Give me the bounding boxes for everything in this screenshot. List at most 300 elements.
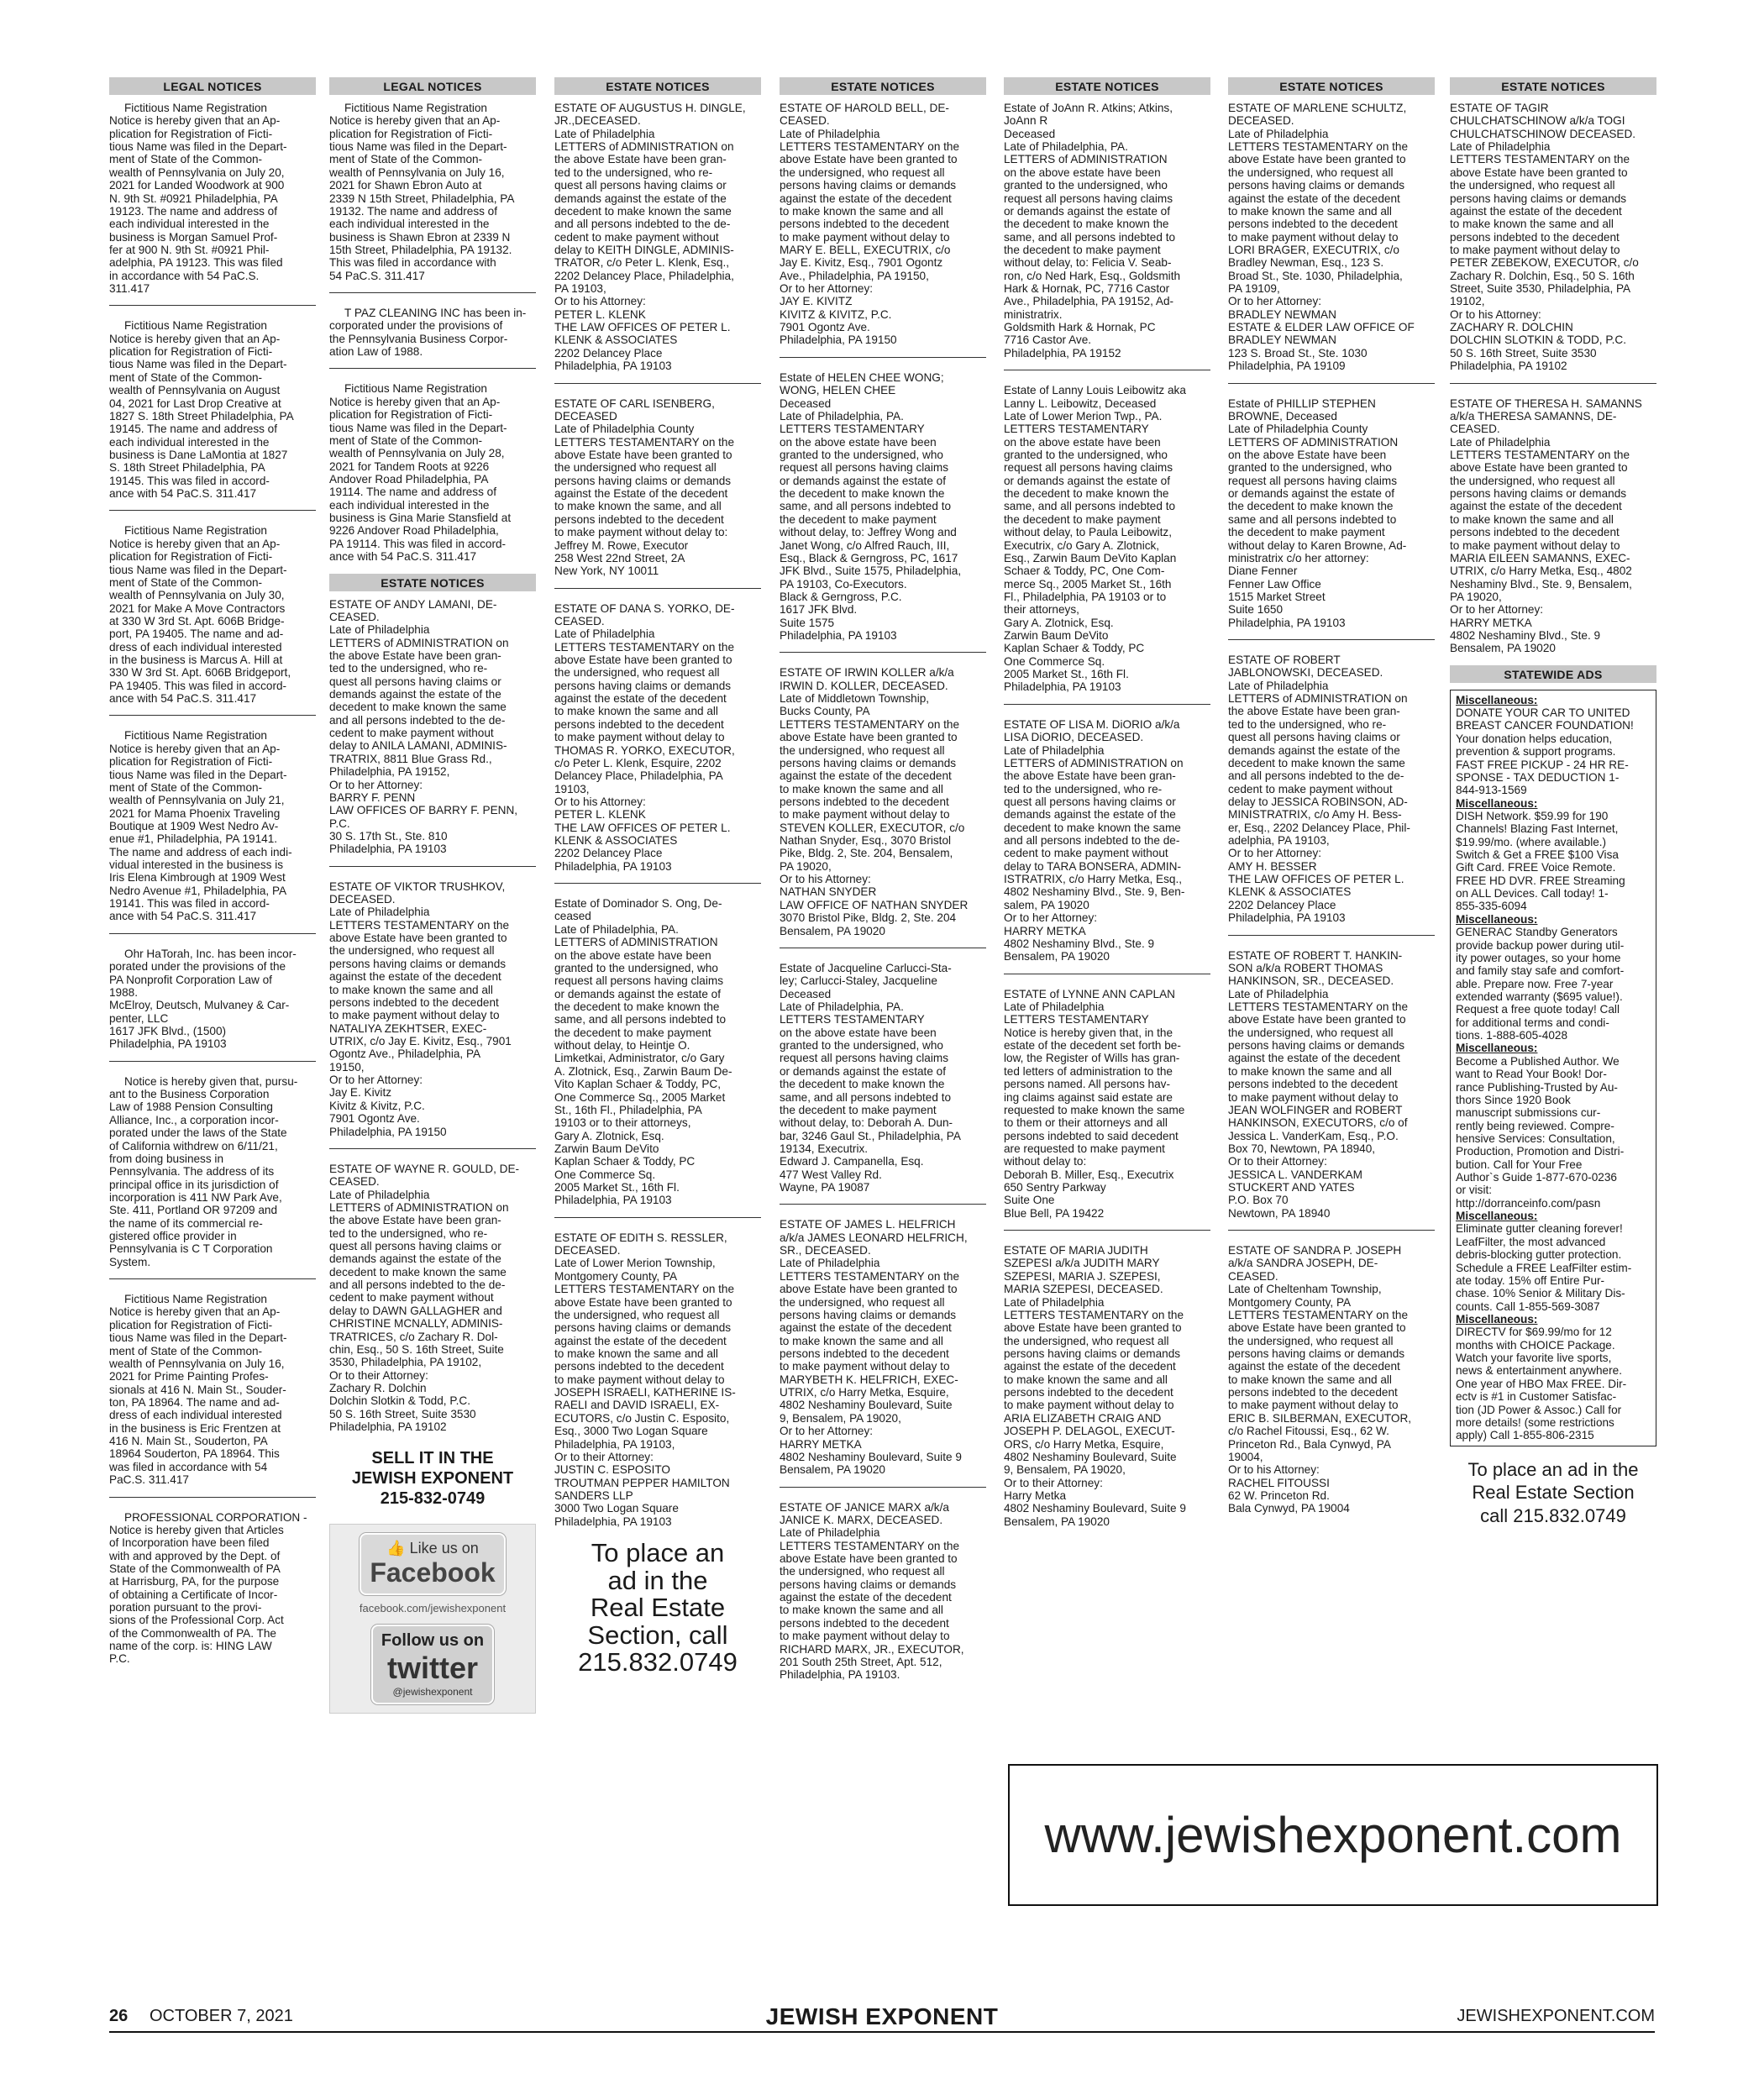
notice-line: Esq., Black & Gerngross, PC, 1617	[780, 551, 958, 564]
sell-line: 215-832-0749	[380, 1489, 486, 1509]
notice-line: Philadelphia, PA 19150	[329, 1125, 447, 1138]
notice-list	[329, 598, 536, 1434]
notice-line: enue #1, Philadelphia, PA 19141.	[109, 832, 278, 846]
notice-divider	[1450, 383, 1656, 384]
notice-line: of obtaining a Certificate of Incor-	[109, 1588, 278, 1601]
ad-title: Miscellaneous:	[1456, 912, 1538, 926]
notice-line: Deceased	[780, 396, 832, 410]
notice-line: above Estate have been granted to	[1450, 165, 1628, 179]
notice-line: LETTERS TESTAMENTARY on the	[1228, 1308, 1409, 1321]
notice-line: Late of Middletown Township,	[780, 692, 930, 706]
notice-line: 4802 Neshaminy Blvd., Ste. 9, Ben-	[1004, 885, 1185, 899]
notice-line: Or to her Attorney:	[1228, 295, 1322, 308]
notice-line: Limketkai, Administrator, c/o Gary	[554, 1052, 725, 1065]
notice-line: JUSTIN C. ESPOSITO	[554, 1463, 670, 1477]
notice-line: dress of each individual interested	[109, 640, 282, 654]
notice-line: Fictitious Name Registration	[124, 319, 267, 333]
real-estate-promo-2	[1450, 1458, 1656, 1528]
notice-line: LETTERS of ADMINISTRATION on	[1228, 692, 1408, 706]
notice-line: 330 W 3rd St. Apt. 606B Bridgeport,	[109, 666, 291, 680]
notice-line: 7901 Ogontz Ave.	[780, 321, 870, 334]
notice-line: Late of Philadelphia County	[554, 423, 695, 436]
notice-line: delay to DAWN GALLAGHER and	[329, 1304, 502, 1317]
ad-line: 844-913-1569	[1456, 784, 1527, 797]
column-estate-7	[1450, 77, 1656, 1527]
notice-line: Notice is hereby given that, pursu-	[124, 1074, 298, 1088]
notice-line: JABLONOWSKI, DECEASED.	[1228, 666, 1383, 680]
ad-title: Miscellaneous:	[1456, 1210, 1538, 1223]
notice-line: 19141. This was filed in accord-	[109, 897, 270, 911]
notice-line: Montgomery County, PA	[1228, 1295, 1352, 1309]
sell-line: JEWISH EXPONENT	[351, 1469, 514, 1488]
notice-line: 19150,	[329, 1060, 365, 1074]
notice-line: persons indebted to the decedent	[1228, 218, 1398, 231]
notice-line: tious Name was filed in the Depart-	[329, 421, 507, 434]
notice-line: Jay E. Kivitz	[329, 1086, 392, 1100]
section-header-estate: ESTATE NOTICES	[329, 574, 536, 591]
notice-line: to make payment without delay to:	[554, 526, 728, 539]
notice-line: demands against the estate of the	[329, 688, 501, 701]
notice-line: ted to the undersigned, who re-	[329, 1226, 488, 1240]
notice-line: persons having claims or demands	[1004, 1347, 1181, 1360]
ad-line: or visit:	[1456, 1184, 1493, 1197]
notice-line: the undersigned, who request all	[780, 743, 945, 757]
notice-line: LETTERS TESTAMENTARY on the	[554, 640, 735, 654]
notice-line: 201 South 25th Street, Apt. 512,	[780, 1655, 942, 1668]
sell-it-promo	[329, 1448, 536, 1509]
notice-line: Blue Bell, PA 19422	[1004, 1206, 1105, 1220]
promo-line: Real Estate Section	[1472, 1482, 1635, 1504]
notice-line: Or to their Attorney:	[1004, 1476, 1103, 1489]
notice-line: Late of Philadelphia, PA.	[554, 922, 679, 936]
notice-line: wealth of Pennsylvania on July 16,	[329, 165, 505, 179]
notice-line: to make known the same and all	[780, 1334, 943, 1347]
notice-line: ESTATE OF TAGIR	[1450, 102, 1549, 114]
ad-line: rance Publishing-Trusted by Au-	[1456, 1080, 1618, 1094]
notice-line: delay to KEITH DINGLE, ADMINIS-	[554, 243, 734, 256]
notice-line: KIVITZ & KIVITZ, P.C.	[780, 307, 892, 321]
notice-line: STEVEN KOLLER, EXECUTOR, c/o	[780, 821, 965, 834]
notice-line: persons indebted to the decedent	[780, 1347, 949, 1360]
notice-line: BRADLEY NEWMAN	[1228, 307, 1336, 321]
notice-line: in the business is Eric Frentzen at	[109, 1421, 281, 1435]
facebook-url[interactable]: facebook.com/jewishexponent	[359, 1602, 507, 1615]
notice-line: HARRY METKA	[1004, 924, 1086, 937]
notice-line: 54 PaC.S. 311.417	[329, 269, 425, 282]
notice-line: above Estate have been granted to	[1004, 1321, 1182, 1335]
notice-line: PA 19020,	[780, 859, 832, 873]
notice-line: N. 9th St. #0921 Philadelphia, PA	[109, 192, 278, 205]
notice	[780, 1501, 986, 1682]
notice	[109, 102, 316, 295]
notice-line: delay to ANILA LAMANI, ADMINIS-	[329, 739, 507, 753]
notice-line: P.C.	[109, 1652, 130, 1666]
notice-line: persons indebted to the decedent	[1450, 230, 1620, 244]
notice-line: WONG, HELEN CHEE	[780, 384, 896, 397]
notice-line: granted to the undersigned, who	[780, 448, 943, 461]
notice	[554, 1231, 761, 1528]
notice-line: 2005 Market St., 16th Fl.	[554, 1181, 680, 1194]
notice-line: Late of Philadelphia	[554, 127, 655, 140]
notice-line: request all persons having claims	[554, 974, 723, 988]
notice-line: ted to the undersigned, who re-	[1228, 717, 1387, 731]
notice-line: LETTERS TESTAMENTARY on the	[554, 435, 735, 449]
notice-line: AMY H. BESSER	[1228, 859, 1317, 873]
ad-line: http://dorranceinfo.com/pasn	[1456, 1196, 1601, 1210]
notice-line: LETTERS of ADMINISTRATION on	[1004, 756, 1184, 769]
notice-line: granted to the undersigned, who	[554, 961, 718, 974]
twitter-badge[interactable]	[371, 1625, 494, 1704]
notice	[329, 880, 536, 1138]
notice-line: tious Name was filed in the Depart-	[109, 768, 287, 781]
notice-line: Bensalem, PA 19020	[1004, 950, 1110, 963]
ad-line: ity power outages, so your home	[1456, 951, 1621, 964]
notice-line: ment of State of the Common-	[109, 575, 263, 589]
notice-line: Philadelphia, PA 19103	[554, 1515, 672, 1528]
notice-line: ESTATE OF WAYNE R. GOULD, DE-	[329, 1162, 520, 1175]
notice-line: Or to her Attorney:	[1004, 911, 1098, 925]
notice-line: Notice is hereby given that, in the	[1004, 1026, 1173, 1039]
notice-line: fer at 900 N. 9th St. #0921 Phil-	[109, 243, 270, 256]
ad-title: Miscellaneous:	[1456, 1312, 1538, 1326]
notice-line: ance with 54 PaC.S. 311.417	[329, 550, 477, 564]
ad-line: provide backup power during util-	[1456, 938, 1625, 952]
column-estate-4	[780, 77, 986, 1692]
promo-line: ad in the	[607, 1565, 708, 1595]
notice-line: JAY E. KIVITZ	[780, 295, 853, 308]
notice-line: Princeton Rd., Bala Cynwyd, PA	[1228, 1437, 1391, 1451]
ad-line: prevention & support programs.	[1456, 745, 1616, 759]
ad-line: manuscript submissions cur-	[1456, 1106, 1601, 1120]
notice-line: Philadelphia, PA 19102	[329, 1420, 447, 1434]
notice-line: ESTATE & ELDER LAW OFFICE OF	[1228, 321, 1415, 334]
notice-line: above Estate have been granted to	[780, 1552, 958, 1566]
notice-line: against the Estate of the decedent	[554, 487, 728, 501]
notice-line: This was filed in accordance with	[329, 256, 496, 270]
notice-line: ESTATE OF JAMES L. HELFRICH	[780, 1218, 956, 1231]
notice-line: HARRY METKA	[1450, 616, 1532, 629]
column-estate-5	[1004, 77, 1210, 1538]
notice-divider	[780, 1204, 986, 1205]
notice-line: THE LAW OFFICES OF PETER L.	[554, 821, 731, 834]
notice-line: BARRY F. PENN	[329, 790, 416, 804]
notice-divider	[554, 383, 761, 384]
notice-line: Philadelphia, PA 19103	[1228, 616, 1346, 629]
notice-line: Notice is hereby given that an Ap-	[109, 114, 281, 128]
notice-line: Gary A. Zlotnick, Esq.	[1004, 616, 1114, 629]
notice-line: Ohr HaTorah, Inc. has been incor-	[124, 947, 297, 960]
notice-line: and all persons indebted to the de-	[1004, 834, 1180, 848]
notice-line: Alliance, Inc., a corporation incor-	[109, 1113, 279, 1126]
notice-line: decedent to make known the same	[1004, 821, 1181, 834]
notice-line: THOMAS R. YORKO, EXECUTOR,	[554, 743, 735, 757]
section-header-estate: ESTATE NOTICES	[1004, 77, 1210, 95]
notice-line: ted to the undersigned, who re-	[329, 662, 488, 675]
notice-divider	[780, 357, 986, 358]
notice-line: Bensalem, PA 19020	[1004, 1515, 1110, 1528]
notice	[1004, 1244, 1210, 1528]
notice-line: PA 19103,	[554, 282, 606, 296]
notice-line: are requested to make payment	[1004, 1142, 1165, 1155]
notice-line: JESSICA L. VANDERKAM	[1228, 1168, 1362, 1181]
section-header-statewide: STATEWIDE ADS	[1450, 665, 1656, 683]
notice-line: 4802 Neshaminy Boulevard, Suite 9	[1004, 1502, 1186, 1515]
notice-line: DECEASED.	[329, 893, 396, 906]
ad-line: for additional terms and condi-	[1456, 1016, 1609, 1029]
notice-line: PA 19020,	[1450, 590, 1502, 603]
notice-line: to make known the same and all	[554, 705, 718, 718]
notice	[1228, 949, 1435, 1221]
notice-line: demands against the estate of the	[1004, 808, 1176, 822]
facebook-wordmark: Facebook	[370, 1557, 496, 1588]
section-header-estate: ESTATE NOTICES	[780, 77, 986, 95]
ad-line: DONATE YOUR CAR TO UNITED	[1456, 706, 1630, 720]
notice-line: Late of Philadelphia, PA.	[1004, 140, 1128, 154]
notice-line: persons having claims or demands	[780, 1578, 957, 1591]
notice-line: LETTERS of ADMINISTRATION on	[554, 140, 734, 154]
notice-divider	[109, 1497, 316, 1498]
notice-line: ance with 54 PaC.S. 311.417	[109, 692, 257, 706]
notice-line: to make payment without delay to	[554, 731, 725, 744]
notice-line: Late of Philadelphia	[1450, 140, 1551, 154]
notice	[109, 948, 316, 1051]
notice-list	[780, 102, 986, 1682]
notice-line: their attorneys,	[1004, 603, 1079, 617]
notice-line: Janet Wong, c/o Alfred Rauch, III,	[780, 538, 950, 552]
notice-line: the undersigned, who request all	[1228, 1026, 1394, 1039]
notice-line: persons having claims or demands	[1450, 192, 1627, 205]
notice-line: persons indebted to the decedent	[780, 1616, 949, 1630]
ad-line: DISH Network. $59.99 for 190	[1456, 809, 1609, 822]
notice-line: 62 W. Princeton Rd.	[1228, 1488, 1330, 1502]
notice-line: persons named. All persons hav-	[1004, 1078, 1170, 1091]
notice-line: or demands against the estate of	[554, 987, 721, 1000]
notice-line: ESTATE OF ANDY LAMANI, DE-	[329, 597, 497, 611]
notice-line: decedent to make known the same	[1228, 756, 1405, 769]
notice-line: System.	[109, 1255, 151, 1268]
notice-line: 2021 for Tandem Roots at 9226	[329, 459, 490, 473]
notice-line: Zachary R. Dolchin, Esq., 50 S. 16th	[1450, 269, 1635, 282]
notice-line: State of the Commonwealth of PA	[109, 1562, 281, 1575]
notice-line: ley; Carlucci-Staley, Jacqueline	[780, 974, 937, 988]
notice-line: 477 West Valley Rd.	[780, 1168, 882, 1181]
notice-line: MARIA SZEPESI, DECEASED.	[1004, 1283, 1163, 1296]
notice-line: without delay to Karen Browne, Ad-	[1228, 538, 1407, 552]
notice-line: LETTERS TESTAMENTARY on the	[780, 717, 960, 731]
notice-line: 2021 for Shawn Ebron Auto at	[329, 179, 482, 192]
notice-line: quest all persons having claims or	[1228, 731, 1400, 744]
notice-line: Or to her Attorney:	[1450, 603, 1544, 617]
notice-line: to make payment without delay to	[780, 1360, 950, 1373]
notice-divider	[554, 883, 761, 884]
column-legal-1	[109, 77, 316, 1676]
notice-line: on the above estate have been	[554, 948, 711, 962]
footer-site[interactable]: JEWISHEXPONENT.COM	[1457, 2007, 1655, 2025]
notice-line: Dolchin Slotkin & Todd, P.C.	[329, 1394, 471, 1408]
notice	[780, 666, 986, 937]
notice-line: Philadelphia, PA 19152	[1004, 346, 1121, 360]
notice-line: PA 19405. This was filed in accord-	[109, 679, 287, 692]
notice-line: JFK Blvd., Suite 1575, Philadelphia,	[780, 564, 962, 578]
notice-divider	[780, 652, 986, 653]
notice-line: above Estate have been granted to	[554, 448, 732, 461]
notice-line: DECEASED.	[1228, 114, 1294, 128]
notice-line: THE LAW OFFICES OF PETER L.	[554, 321, 731, 334]
notice-line: 19102,	[1450, 295, 1485, 308]
twitter-wordmark: twitter	[387, 1651, 478, 1686]
notice-line: Philadelphia, PA 19103	[1004, 680, 1121, 694]
ad-line: DIRECTV for $69.99/mo for 12	[1456, 1326, 1612, 1339]
notice-line: MARIA EILEEN SAMANNS, EXEC-	[1450, 551, 1630, 564]
promo-line: To place an ad in the	[1467, 1458, 1639, 1480]
notice-line: ted to the undersigned, who re-	[554, 165, 713, 179]
ad-line: chase. 10% Senior & Military Dis-	[1456, 1287, 1625, 1300]
column-legal-2	[329, 77, 536, 1714]
notice	[554, 102, 761, 373]
notice-line: without delay to:	[1004, 1155, 1087, 1168]
notice-line: Late of Philadelphia	[1450, 435, 1551, 449]
notice-divider	[329, 292, 536, 293]
notice-line: persons indebted to said decedent	[1004, 1129, 1179, 1142]
notice-list	[1228, 102, 1435, 1515]
notice-line: Philadelphia, PA 19103	[329, 843, 447, 856]
notice-line: cedent to make payment without	[1004, 847, 1168, 860]
notice-line: bar, 3246 Gaul St., Philadelphia, PA	[780, 1129, 961, 1142]
facebook-badge[interactable]	[360, 1533, 505, 1595]
notice	[1004, 384, 1210, 694]
notice-line: CEASED.	[329, 610, 380, 623]
notice-line: each individual interested in the	[329, 218, 490, 231]
notice-line: each individual interested in the	[109, 435, 270, 449]
notice-line: JOSEPH ISRAELI, KATHERINE IS-	[554, 1386, 736, 1399]
notice-line: One Commerce Sq.	[1004, 654, 1105, 668]
notice-line: and all persons indebted to the de-	[1228, 769, 1404, 783]
notice-line: 19134, Executrix.	[780, 1142, 869, 1155]
notice-line: ant to the Business Corporation	[109, 1088, 270, 1101]
notice-line: 19145. This was filed in accord-	[109, 474, 270, 487]
notice-line: Or to his Attorney:	[554, 795, 646, 808]
notice-list	[554, 102, 761, 1528]
notice-line: same and all persons indebted to	[1228, 512, 1397, 526]
notice-line: McElroy, Deutsch, Mulvaney & Car-	[109, 999, 290, 1012]
notice-line: ministratrix c/o her attorney:	[1228, 551, 1369, 564]
notice-line: or demands against the estate of	[1228, 487, 1394, 501]
notice-line: Gary A. Zlotnick, Esq.	[554, 1129, 664, 1142]
notice-line: against the estate of the decedent	[329, 970, 501, 984]
notice-line: Late of Philadelphia	[1228, 127, 1329, 140]
notice-line: against the estate of the decedent	[1450, 204, 1622, 218]
notice-line: at 330 W 3rd St. Apt. 606B Bridge-	[109, 614, 285, 627]
notice-line: the undersigned, who request all	[329, 944, 495, 958]
notice-line: the decedent to make payment	[554, 1026, 711, 1039]
notice-divider	[109, 305, 316, 306]
notice-line: LETTERS OF ADMINISTRATION	[1228, 435, 1399, 449]
notice-line: Estate of Jacqueline Carlucci-Sta-	[780, 961, 952, 974]
notice-line: persons indebted to the decedent	[329, 995, 499, 1009]
notice-divider	[1228, 1230, 1435, 1231]
notice-divider	[1004, 704, 1210, 705]
notice-line: ance with 54 PaC.S. 311.417	[109, 487, 257, 501]
notice-line: each individual interested in the	[109, 218, 270, 231]
notice-line: tious Name was filed in the Depart-	[109, 140, 287, 154]
notice-divider	[109, 933, 316, 934]
notice-line: Deceased	[1004, 127, 1056, 140]
notice-line: Schaer & Toddy, PC, One Com-	[1004, 564, 1165, 578]
sell-line: SELL IT IN THE	[371, 1449, 494, 1468]
notice-line: ment of State of the Common-	[329, 433, 483, 447]
notice-line: Late of Philadelphia	[329, 623, 430, 637]
notice-line: Bensalem, PA 19020	[780, 1463, 885, 1477]
notice	[1228, 397, 1435, 629]
promo-line: call 215.832.0749	[1480, 1504, 1626, 1526]
notice-line: PA 19103, Co-Executors.	[780, 577, 907, 591]
notice-line: tious Name was filed in the Depart-	[109, 1331, 287, 1345]
notice-line: 2021 for Prime Painting Profes-	[109, 1370, 269, 1383]
notice-line: without delay, to Paula Leibowitz,	[1004, 526, 1172, 539]
notice-line: to make known the same and all	[1450, 512, 1614, 526]
notice-line: ministratrix.	[1004, 307, 1063, 321]
notice-line: 19004,	[1228, 1450, 1263, 1463]
notice	[109, 729, 316, 922]
notice-line: or demands against the estate of	[1004, 474, 1170, 487]
notice-line: 2202 Delancey Place	[554, 847, 663, 860]
notice-line: decedent to make known the same	[329, 701, 507, 714]
notice-line: request all persons having claims	[780, 1052, 948, 1065]
notice-line: a/k/a JAMES LEONARD HELFRICH,	[780, 1231, 968, 1244]
notice-line: JoAnn R	[1004, 114, 1048, 128]
notice-line: the undersigned, who request all	[780, 165, 945, 179]
notice-line: against the estate of the decedent	[1228, 192, 1400, 205]
notice-line: wealth of Pennsylvania on July 28,	[329, 447, 505, 460]
notice-line: SZEPESI a/k/a JUDITH MARY	[1004, 1257, 1160, 1270]
ad-line: debris-blocking gutter protection.	[1456, 1248, 1622, 1262]
notice-line: against the estate of the decedent	[554, 692, 727, 706]
notice-line: of California withdrew on 6/11/21,	[109, 1139, 278, 1152]
notice	[1228, 1244, 1435, 1515]
notice-line: the undersigned, who request all	[554, 1308, 720, 1321]
notice-line: same, and all persons indebted to	[780, 500, 952, 513]
notice-line: Ste. 411, Portland OR 97209 and	[109, 1204, 278, 1217]
notice-line: wealth of Pennsylvania on July 21,	[109, 794, 285, 807]
notice-line: LETTERS TESTAMENTARY on the	[1004, 1308, 1184, 1321]
notice-line: and all persons indebted to the de-	[329, 713, 506, 727]
notice-line: tious Name was filed in the Depart-	[329, 140, 507, 154]
notice-line: the undersigned, who request all	[1004, 1334, 1169, 1347]
notice-line: CEASED.	[329, 1175, 380, 1189]
notice-line: Or to her Attorney:	[329, 1074, 423, 1087]
notice-line: to make known the same, and all	[554, 500, 722, 513]
notice-line: Fictitious Name Registration	[344, 102, 487, 114]
website-banner[interactable]: www.jewishexponent.com	[1008, 1764, 1658, 1906]
notice-line: Or to his Attorney:	[554, 295, 646, 308]
notice-line: Philadelphia, PA 19103	[780, 629, 897, 643]
notice-divider	[109, 715, 316, 716]
notice-line: Philadelphia, PA 19103	[554, 859, 672, 873]
notice-line: Philadelphia, PA 19103	[1228, 911, 1346, 925]
notice-line: ORS, c/o Harry Metka, Esquire,	[1004, 1437, 1164, 1451]
notice-line: Philadelphia, PA 19103,	[554, 1437, 675, 1451]
notice-line: above Estate have been granted to	[554, 654, 732, 667]
notice-line: BRADLEY NEWMAN	[1228, 333, 1336, 347]
notice-line: 4802 Neshaminy Boulevard, Suite 9	[780, 1450, 962, 1463]
ad-line: Switch & Get a FREE $100 Visa	[1456, 848, 1619, 862]
notice-line: principal office in its jurisdiction of	[109, 1178, 279, 1191]
notice-line: ron, c/o Ned Hark, Esq., Goldsmith	[1004, 269, 1181, 282]
notice-line: against the estate of the decedent	[1004, 1360, 1176, 1373]
notice	[1228, 102, 1435, 373]
notice-line: ECUTORS, c/o Justin C. Esposito,	[554, 1411, 730, 1425]
notice-line: incorporation is 411 NW Park Ave,	[109, 1190, 282, 1204]
